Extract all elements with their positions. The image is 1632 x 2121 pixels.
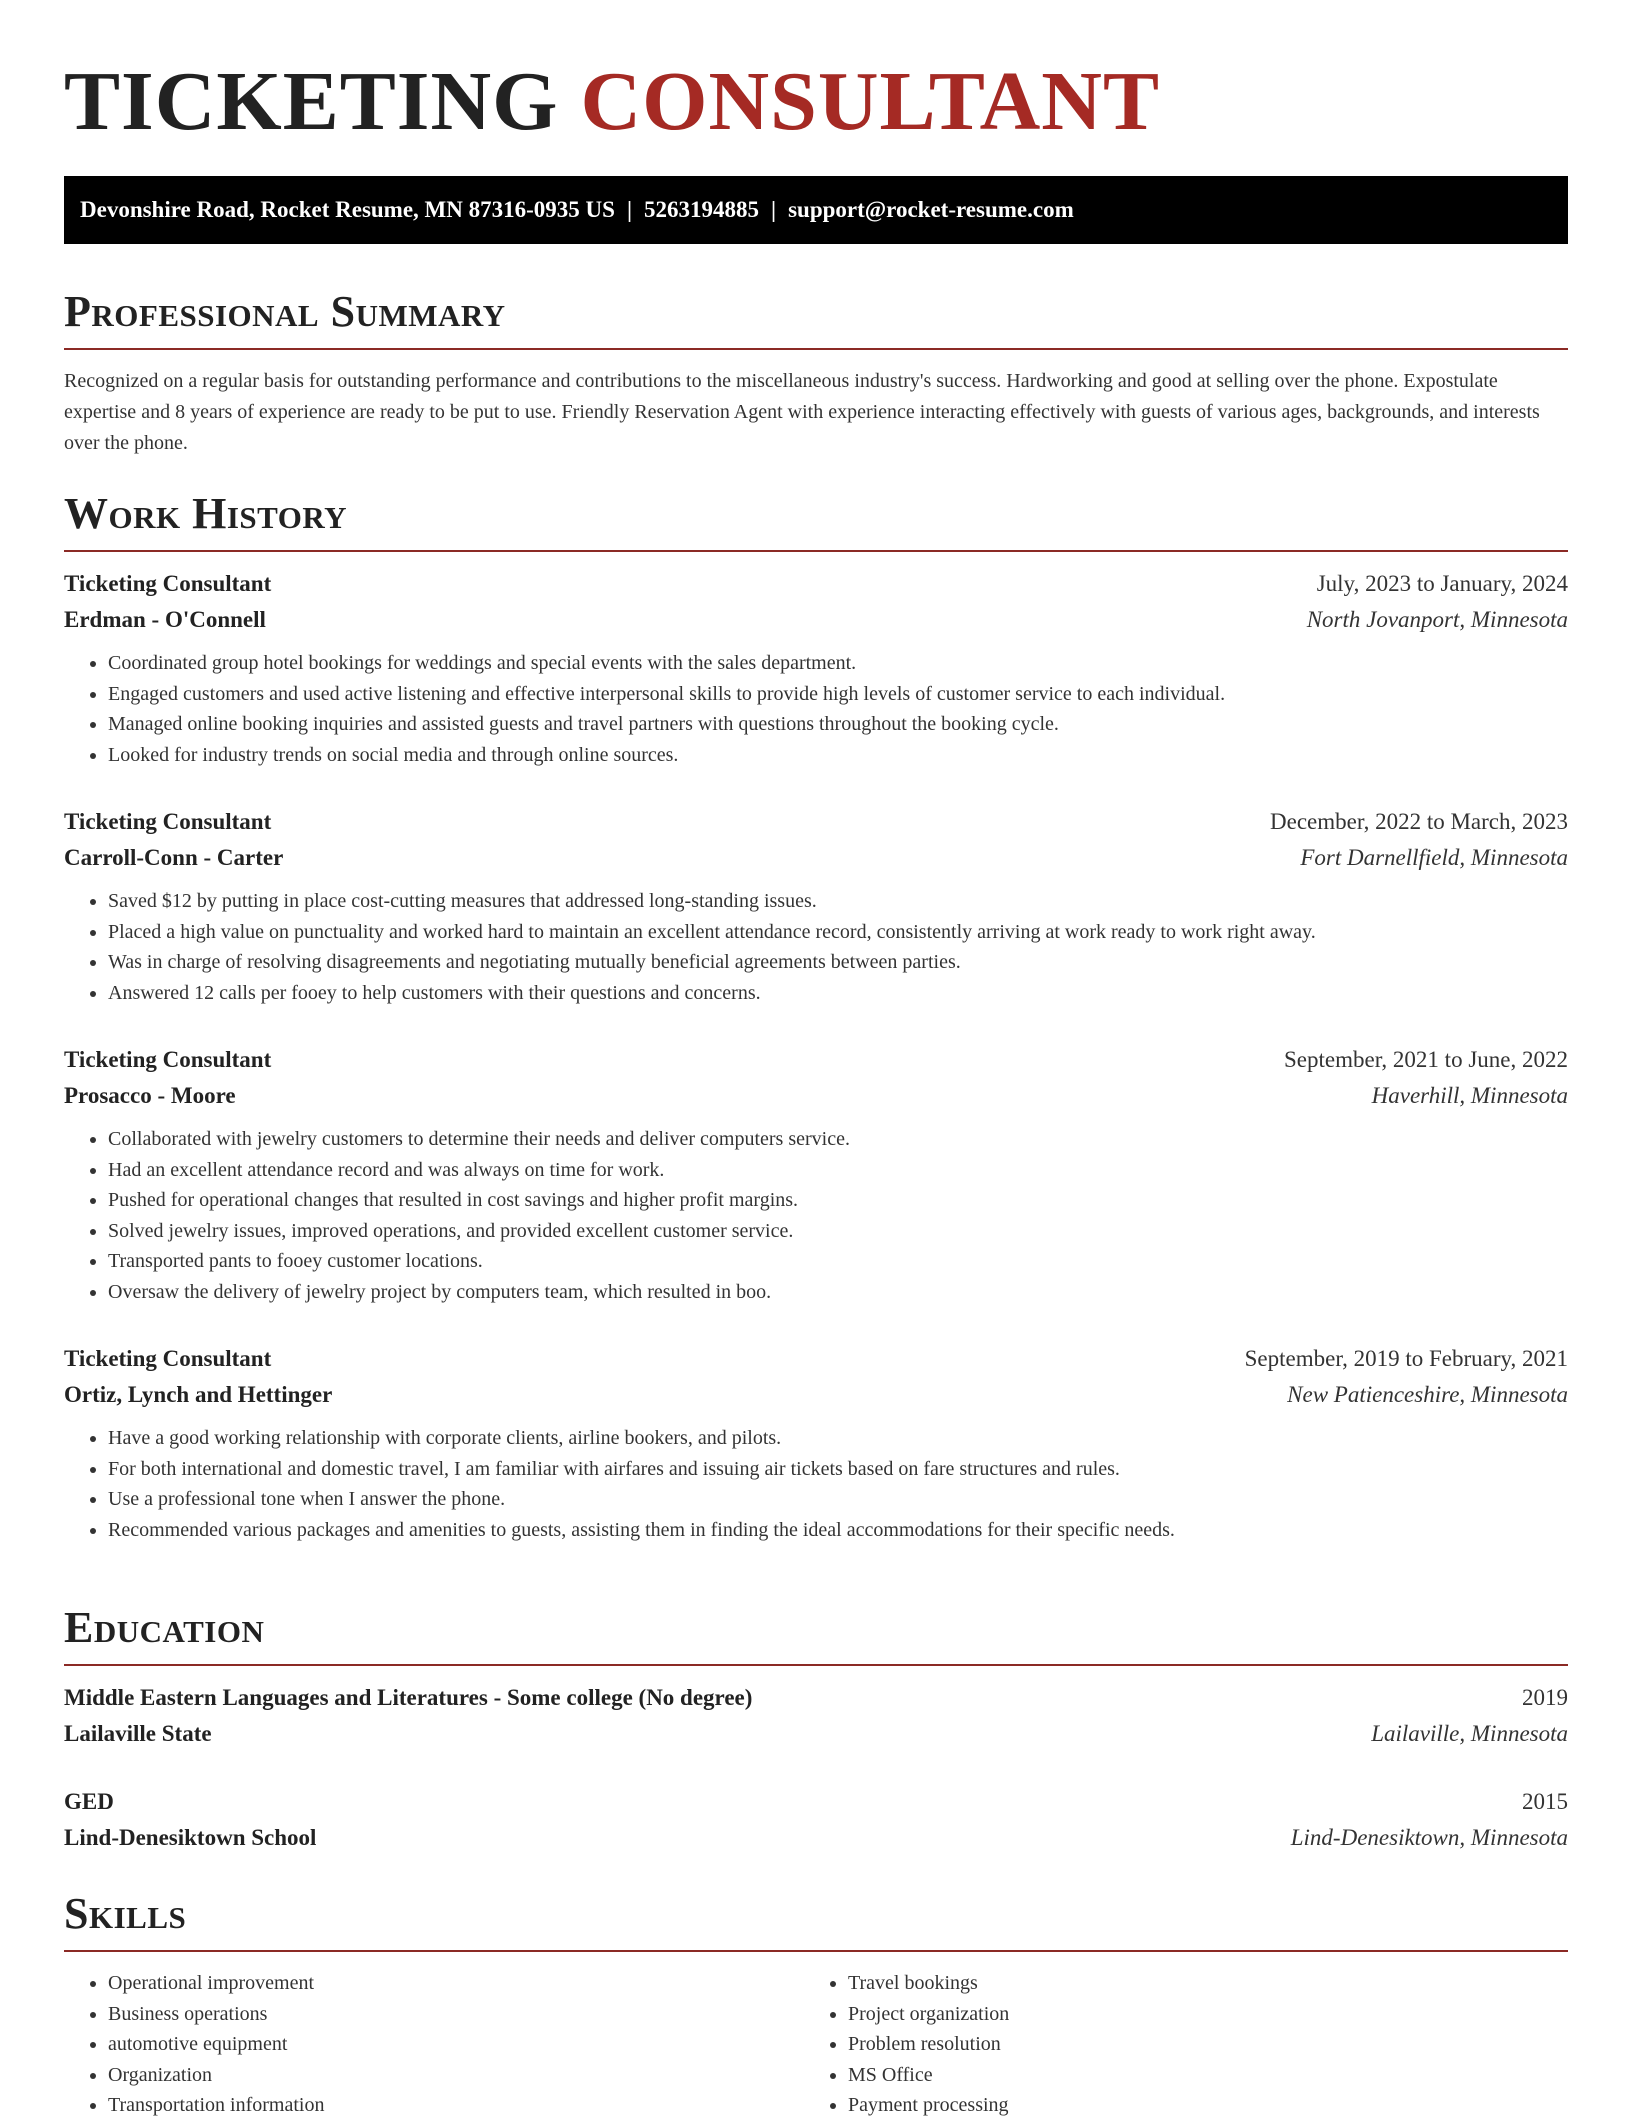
job-company: Carroll-Conn - Carter	[64, 845, 284, 870]
job-company: Erdman - O'Connell	[64, 607, 266, 632]
section-divider	[64, 1664, 1568, 1666]
job-bullet: • Answered 12 calls per fooey to help customers with their questions and concerns.	[108, 978, 1568, 1009]
job-location: North Jovanport, Minnesota	[1306, 607, 1568, 632]
job-bullet: • Had an excellent attendance record and was always on time for work.	[108, 1155, 1568, 1186]
job-entry	[64, 1341, 1568, 1545]
education-year: 2015	[1522, 1789, 1568, 1814]
education-location: Lailaville, Minnesota	[1371, 1721, 1568, 1746]
job-location: Fort Darnellfield, Minnesota	[1300, 845, 1568, 870]
job-bullets	[64, 1423, 1568, 1545]
job-title: Ticketing Consultant	[64, 1047, 272, 1072]
work-history-heading: Work History	[64, 489, 348, 538]
education-entry	[64, 1784, 1568, 1856]
job-bullet: • Oversaw the delivery of jewelry project by computers team, which resulted in boo.	[108, 1277, 1568, 1308]
skill-item: • automotive equipment	[108, 2029, 804, 2060]
job-location: New Patienceshire, Minnesota	[1287, 1382, 1568, 1407]
education-degree: Middle Eastern Languages and Literatures - Some college (No degree)	[64, 1685, 753, 1710]
job-bullet: • Managed online booking inquiries and assisted guests and travel partners with questions throughout the booking cycle.	[108, 709, 1568, 740]
resume-page	[64, 0, 1568, 2116]
job-bullet: • For both international and domestic travel, I am familiar with airfares and issuing air tickets based on fare structures and rules.	[108, 1454, 1568, 1485]
skills-section	[64, 1888, 1568, 2121]
job-bullet: • Placed a high value on punctuality and worked hard to maintain an excellent attendance record, consistently arriving at work ready to work right away.	[108, 917, 1568, 948]
job-entry	[64, 804, 1568, 1008]
section-divider	[64, 348, 1568, 350]
contact-phone: 5263194885	[644, 197, 760, 222]
skill-item: • Travel bookings	[848, 1968, 1544, 1999]
job-bullets	[64, 1124, 1568, 1307]
job-bullet: • Collaborated with jewelry customers to determine their needs and deliver computers service.	[108, 1124, 1568, 1155]
job-bullet: • Coordinated group hotel bookings for weddings and special events with the sales department.	[108, 648, 1568, 679]
summary-heading: Professional Summary	[64, 287, 506, 336]
skills-columns	[64, 1968, 1568, 2121]
section-divider	[64, 550, 1568, 552]
education-school: Lind-Denesiktown School	[64, 1825, 317, 1850]
job-bullet: • Pushed for operational changes that resulted in cost savings and higher profit margins.	[108, 1185, 1568, 1216]
education-location: Lind-Denesiktown, Minnesota	[1290, 1825, 1568, 1850]
skill-item: • Organization	[108, 2060, 804, 2091]
job-location: Haverhill, Minnesota	[1371, 1083, 1568, 1108]
job-dates: September, 2021 to June, 2022	[1284, 1047, 1568, 1072]
skills-list-right	[804, 1968, 1544, 2121]
contact-email: support@rocket-resume.com	[788, 197, 1074, 222]
job-dates: September, 2019 to February, 2021	[1244, 1346, 1568, 1371]
title-main: TICKETING	[64, 55, 559, 148]
work-history-section	[64, 488, 1568, 1545]
job-dates: December, 2022 to March, 2023	[1270, 809, 1568, 834]
education-entry	[64, 1680, 1568, 1752]
job-title: Ticketing Consultant	[64, 809, 272, 834]
job-bullet: • Use a professional tone when I answer the phone.	[108, 1484, 1568, 1515]
skill-item: • Transportation information	[108, 2090, 804, 2121]
skill-item: • MS Office	[848, 2060, 1544, 2091]
skill-item: • Problem resolution	[848, 2029, 1544, 2060]
education-school: Lailaville State	[64, 1721, 212, 1746]
job-company: Prosacco - Moore	[64, 1083, 236, 1108]
job-bullet: • Transported pants to fooey customer locations.	[108, 1246, 1568, 1277]
education-section	[64, 1602, 1568, 1856]
job-bullets	[64, 886, 1568, 1008]
education-year: 2019	[1522, 1685, 1568, 1710]
job-bullet: • Engaged customers and used active listening and effective interpersonal skills to provide high levels of customer service to each individual.	[108, 679, 1568, 710]
job-bullet: • Was in charge of resolving disagreements and negotiating mutually beneficial agreements between parties.	[108, 947, 1568, 978]
skill-item: • Business operations	[108, 1999, 804, 2030]
skill-item: • Project organization	[848, 1999, 1544, 2030]
summary-section	[64, 286, 1568, 459]
job-bullet: • Looked for industry trends on social media and through online sources.	[108, 740, 1568, 771]
resume-title	[64, 0, 1568, 148]
job-dates: July, 2023 to January, 2024	[1316, 571, 1568, 596]
skill-item: • Operational improvement	[108, 1968, 804, 1999]
job-title: Ticketing Consultant	[64, 1346, 272, 1371]
job-company: Ortiz, Lynch and Hettinger	[64, 1382, 333, 1407]
summary-text: Recognized on a regular basis for outstanding performance and contributions to the miscellaneous industry's success. Hardworking and good at selling over the phone. Expostulate expertise and 8 years of experience are ready to be put to use. Friendly Reservation Agent with experience interacting effectively with guests of various ages, backgrounds, and interests over the phone.	[64, 370, 1540, 454]
job-entry	[64, 1042, 1568, 1307]
skills-list-left	[64, 1968, 804, 2121]
contact-address: Devonshire Road, Rocket Resume, MN 87316-0935 US	[80, 197, 615, 222]
job-bullet: • Have a good working relationship with corporate clients, airline bookers, and pilots.	[108, 1423, 1568, 1454]
title-accent: CONSULTANT	[580, 55, 1160, 148]
education-heading: Education	[64, 1603, 265, 1652]
job-bullets	[64, 648, 1568, 770]
education-degree: GED	[64, 1789, 114, 1814]
job-bullet: • Saved $12 by putting in place cost-cutting measures that addressed long-standing issues.	[108, 886, 1568, 917]
contact-separator: |	[626, 197, 633, 222]
job-entry	[64, 566, 1568, 770]
skill-item: • Payment processing	[848, 2090, 1544, 2121]
job-bullet: • Recommended various packages and amenities to guests, assisting them in finding the ideal accommodations for their specific needs.	[108, 1515, 1568, 1546]
contact-bar	[64, 176, 1568, 244]
job-title: Ticketing Consultant	[64, 571, 272, 596]
section-divider	[64, 1950, 1568, 1952]
job-bullet: • Solved jewelry issues, improved operations, and provided excellent customer service.	[108, 1216, 1568, 1247]
skills-heading: Skills	[64, 1889, 187, 1938]
contact-separator: |	[771, 197, 777, 222]
